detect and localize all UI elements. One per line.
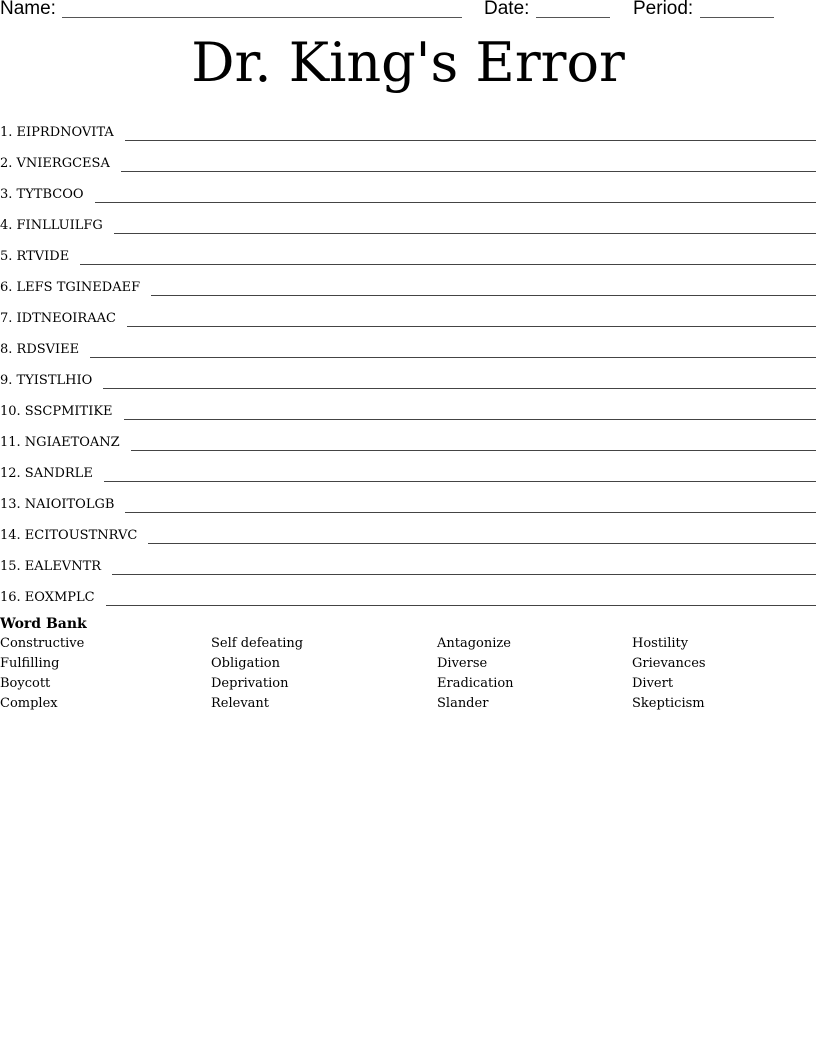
scrambled-word: 8. RDSVIEE <box>0 342 80 357</box>
question-row <box>0 391 816 422</box>
date-field-line[interactable] <box>536 17 610 18</box>
period-field-line[interactable] <box>700 17 774 18</box>
name-field-line[interactable] <box>62 17 462 18</box>
word-bank-item: Fulfilling <box>0 656 60 671</box>
answer-line[interactable] <box>103 388 816 389</box>
word-bank-title: Word Bank <box>0 616 87 632</box>
answer-line[interactable] <box>124 419 816 420</box>
scrambled-word: 15. EALEVNTR <box>0 559 102 574</box>
question-row <box>0 360 816 391</box>
period-label: Period: <box>633 0 694 19</box>
word-bank-item: Divert <box>632 676 674 691</box>
answer-line[interactable] <box>151 295 816 296</box>
word-bank-item: Grievances <box>632 656 706 671</box>
scrambled-word: 7. IDTNEOIRAAC <box>0 311 116 326</box>
date-label: Date: <box>484 0 530 19</box>
question-row <box>0 453 816 484</box>
answer-line[interactable] <box>80 264 816 265</box>
scrambled-word: 12. SANDRLE <box>0 466 93 481</box>
word-bank-item: Slander <box>437 696 489 711</box>
question-row <box>0 143 816 174</box>
answer-line[interactable] <box>148 543 816 544</box>
answer-line[interactable] <box>106 605 816 606</box>
answer-line[interactable] <box>114 233 816 234</box>
word-bank-item: Self defeating <box>211 636 304 651</box>
word-bank-item: Constructive <box>0 636 85 651</box>
word-bank-item: Boycott <box>0 676 51 691</box>
scrambled-word: 3. TYTBCOO <box>0 187 84 202</box>
word-bank-item: Eradication <box>437 676 514 691</box>
word-bank-item: Complex <box>0 696 58 711</box>
answer-line[interactable] <box>131 450 816 451</box>
word-bank-item: Diverse <box>437 656 488 671</box>
name-label: Name: <box>0 0 56 19</box>
question-row <box>0 329 816 360</box>
scrambled-word: 9. TYISTLHIO <box>0 373 93 388</box>
word-bank-item: Antagonize <box>437 636 511 651</box>
question-row <box>0 205 816 236</box>
student-info-header <box>0 0 816 22</box>
question-row <box>0 422 816 453</box>
scrambled-word: 13. NAIOITOLGB <box>0 497 115 512</box>
answer-line[interactable] <box>127 326 816 327</box>
word-bank-item: Obligation <box>211 656 280 671</box>
word-bank-grid <box>0 634 816 714</box>
answer-line[interactable] <box>95 202 816 203</box>
word-bank-item: Relevant <box>211 696 270 711</box>
answer-line[interactable] <box>90 357 816 358</box>
word-bank <box>0 614 816 714</box>
worksheet-title: Dr. King's Error <box>191 31 625 94</box>
answer-line[interactable] <box>104 481 816 482</box>
question-row <box>0 484 816 515</box>
question-row <box>0 236 816 267</box>
answer-line[interactable] <box>121 171 816 172</box>
word-bank-item: Deprivation <box>211 676 289 691</box>
scrambled-word: 14. ECITOUSTNRVC <box>0 528 138 543</box>
scrambled-word: 2. VNIERGCESA <box>0 156 110 171</box>
scrambled-word: 16. EOXMPLC <box>0 590 95 605</box>
question-row <box>0 546 816 577</box>
answer-line[interactable] <box>112 574 816 575</box>
scrambled-word: 1. EIPRDNOVITA <box>0 125 114 140</box>
scrambled-word: 6. LEFS TGINEDAEF <box>0 280 141 295</box>
scrambled-word: 4. FINLLUILFG <box>0 218 103 233</box>
answer-line[interactable] <box>125 512 816 513</box>
scramble-question-list <box>0 112 816 608</box>
question-row <box>0 112 816 143</box>
question-row <box>0 298 816 329</box>
answer-line[interactable] <box>125 140 816 141</box>
question-row <box>0 267 816 298</box>
word-bank-item: Hostility <box>632 636 689 651</box>
word-bank-item: Skepticism <box>632 696 705 711</box>
question-row <box>0 577 816 608</box>
scrambled-word: 10. SSCPMITIKE <box>0 404 113 419</box>
question-row <box>0 515 816 546</box>
question-row <box>0 174 816 205</box>
scrambled-word: 5. RTVIDE <box>0 249 70 264</box>
scrambled-word: 11. NGIAETOANZ <box>0 435 120 450</box>
